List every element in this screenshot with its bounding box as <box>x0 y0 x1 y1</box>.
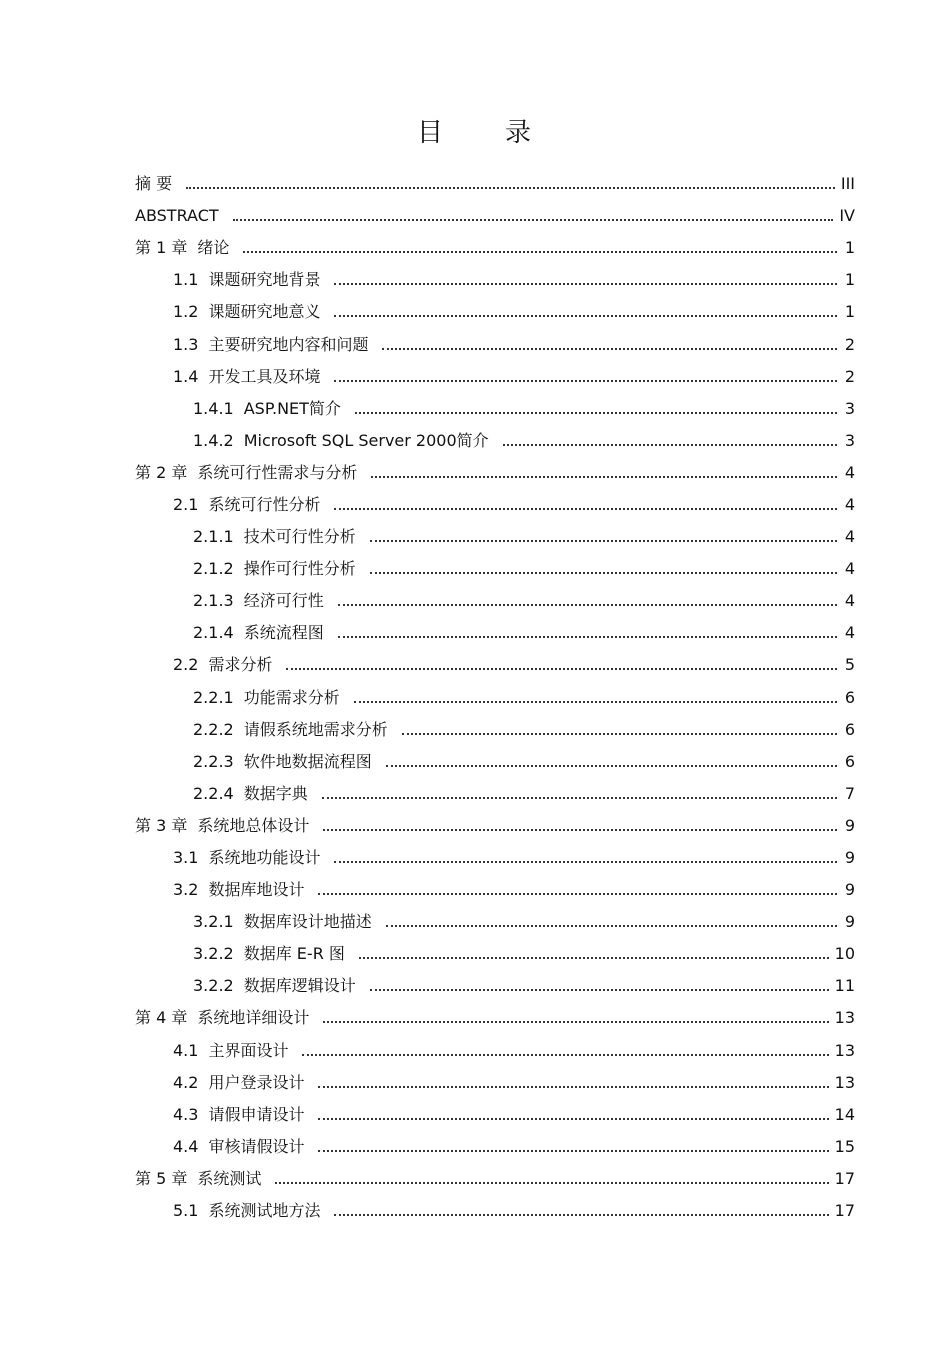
dot-leader <box>370 989 829 991</box>
toc-entry[interactable] <box>135 1099 855 1131</box>
toc-entry-label: 操作可行性分析 <box>243 559 356 579</box>
toc-entry[interactable] <box>135 1195 855 1227</box>
toc-entry-label: 用户登录设计 <box>208 1072 305 1092</box>
dot-leader <box>338 636 837 638</box>
dot-leader <box>318 1086 828 1088</box>
dot-leader <box>323 1021 828 1023</box>
toc-entry[interactable] <box>135 296 855 328</box>
toc-entry[interactable] <box>135 842 855 874</box>
toc-entry-label: 数据库设计地描述 <box>243 912 372 932</box>
toc-entry[interactable] <box>135 361 855 393</box>
toc-entry-label: 经济可行性 <box>243 591 324 611</box>
toc-entry-label: 软件地数据流程图 <box>243 751 372 771</box>
dot-leader <box>334 380 837 382</box>
toc-entry-page: 3 <box>844 398 855 418</box>
dot-leader <box>318 1118 828 1120</box>
toc-entry-number: 3.1 <box>173 848 199 868</box>
toc-entry-number: 1.2 <box>173 302 199 322</box>
toc-entry-number: 2.2.4 <box>193 783 234 803</box>
toc-entry[interactable] <box>135 168 855 200</box>
toc-entry[interactable] <box>135 617 855 649</box>
toc-entry-page: 13 <box>834 1008 855 1028</box>
toc-entry-label: 课题研究地意义 <box>208 302 321 322</box>
toc-entry-page: 7 <box>844 783 855 803</box>
dot-leader <box>503 444 837 446</box>
toc-entry[interactable] <box>135 489 855 521</box>
dot-leader <box>302 1054 828 1056</box>
toc-entry-page: 4 <box>844 623 855 643</box>
title-char-right: 录 <box>505 118 534 148</box>
dot-leader <box>322 797 837 799</box>
toc-entry-number: 3.2.2 <box>193 976 234 996</box>
toc-entry-number: 4.3 <box>173 1104 199 1124</box>
toc-entry-page: 6 <box>844 687 855 707</box>
table-of-contents <box>135 168 855 1227</box>
dot-leader <box>334 315 837 317</box>
toc-entry-page: 15 <box>834 1136 855 1156</box>
toc-entry-page: 9 <box>844 815 855 835</box>
toc-entry[interactable] <box>135 232 855 264</box>
title-char-left: 目 <box>416 118 445 148</box>
toc-entry-number: 2.1.1 <box>193 527 234 547</box>
toc-entry-label: ASP.NET简介 <box>243 398 341 418</box>
toc-entry-page: 1 <box>844 238 855 258</box>
dot-leader <box>370 540 837 542</box>
toc-entry-number: 3.2.2 <box>193 944 234 964</box>
toc-entry-page: 6 <box>844 719 855 739</box>
toc-entry-number: 2.1.2 <box>193 559 234 579</box>
toc-entry-label: 功能需求分析 <box>243 687 340 707</box>
toc-entry-number: 第 1 章 <box>135 238 188 258</box>
toc-entry-page: 4 <box>844 462 855 482</box>
toc-entry-number: 4.4 <box>173 1136 199 1156</box>
toc-entry[interactable] <box>135 553 855 585</box>
toc-entry-number: 1.4 <box>173 366 199 386</box>
toc-entry-label: 审核请假设计 <box>208 1136 305 1156</box>
toc-entry-number: 1.3 <box>173 334 199 354</box>
toc-entry[interactable] <box>135 778 855 810</box>
dot-leader <box>334 1214 828 1216</box>
toc-entry-page: 9 <box>844 912 855 932</box>
toc-entry-label: 开发工具及环境 <box>208 366 321 386</box>
toc-entry-page: 9 <box>844 848 855 868</box>
toc-entry[interactable] <box>135 874 855 906</box>
toc-entry-number: 2.2.3 <box>193 751 234 771</box>
toc-entry[interactable] <box>135 521 855 553</box>
dot-leader <box>355 412 837 414</box>
toc-entry-number: ABSTRACT <box>135 206 219 226</box>
toc-entry-page: 4 <box>844 559 855 579</box>
toc-entry-number: 5.1 <box>173 1201 199 1221</box>
toc-entry[interactable] <box>135 328 855 360</box>
toc-entry-number: 3.2.1 <box>193 912 234 932</box>
dot-leader <box>371 476 837 478</box>
toc-entry-page: 4 <box>844 591 855 611</box>
toc-entry[interactable] <box>135 1002 855 1034</box>
toc-entry[interactable] <box>135 938 855 970</box>
toc-entry[interactable] <box>135 1035 855 1067</box>
toc-entry-number: 3.2 <box>173 880 199 900</box>
toc-entry[interactable] <box>135 200 855 232</box>
toc-entry-label: 主要研究地内容和问题 <box>208 334 369 354</box>
toc-entry-number: 1.1 <box>173 270 199 290</box>
dot-leader <box>186 187 835 189</box>
toc-entry-page: 13 <box>834 1072 855 1092</box>
dot-leader <box>334 283 837 285</box>
toc-entry-page: 6 <box>844 751 855 771</box>
toc-entry-label: 数据字典 <box>243 783 308 803</box>
toc-entry[interactable] <box>135 264 855 296</box>
toc-entry-number: 4.2 <box>173 1072 199 1092</box>
toc-entry-label: 需求分析 <box>208 655 273 675</box>
toc-entry-number: 2.1.3 <box>193 591 234 611</box>
toc-entry[interactable] <box>135 1131 855 1163</box>
toc-entry-number: 2.1 <box>173 494 199 514</box>
dot-leader <box>338 604 837 606</box>
toc-entry-label: 系统地详细设计 <box>197 1008 310 1028</box>
toc-entry[interactable] <box>135 649 855 681</box>
toc-entry-number: 2.1.4 <box>193 623 234 643</box>
toc-entry[interactable] <box>135 425 855 457</box>
toc-entry-page: III <box>840 174 855 194</box>
toc-entry-page: 1 <box>844 302 855 322</box>
toc-entry-label: 系统可行性分析 <box>208 494 321 514</box>
toc-entry-label: 系统测试地方法 <box>208 1201 321 1221</box>
toc-entry-label: 系统流程图 <box>243 623 324 643</box>
dot-leader <box>318 1150 828 1152</box>
toc-entry-page: 13 <box>834 1040 855 1060</box>
toc-entry-label: 数据库 E-R 图 <box>243 944 345 964</box>
dot-leader <box>334 508 837 510</box>
toc-entry-label: 系统测试 <box>197 1168 262 1188</box>
toc-entry[interactable] <box>135 746 855 778</box>
toc-entry[interactable] <box>135 585 855 617</box>
toc-entry[interactable] <box>135 1163 855 1195</box>
dot-leader <box>370 572 837 574</box>
toc-entry-page: 14 <box>834 1104 855 1124</box>
toc-entry-page: 5 <box>844 655 855 675</box>
toc-entry-number: 第 4 章 <box>135 1008 188 1028</box>
toc-entry[interactable] <box>135 810 855 842</box>
toc-entry-page: 17 <box>834 1201 855 1221</box>
toc-entry-page: 9 <box>844 880 855 900</box>
toc-entry-label: 绪论 <box>197 238 230 258</box>
toc-entry-page: 2 <box>844 366 855 386</box>
dot-leader <box>354 701 837 703</box>
toc-entry-number: 1.4.2 <box>193 430 234 450</box>
toc-entry-number: 第 3 章 <box>135 815 188 835</box>
toc-entry-page: 4 <box>844 527 855 547</box>
toc-entry[interactable] <box>135 906 855 938</box>
dot-leader <box>233 219 834 221</box>
toc-entry-page: 11 <box>834 976 855 996</box>
toc-entry-page: 1 <box>844 270 855 290</box>
toc-entry-page: IV <box>839 206 855 226</box>
toc-entry-page: 2 <box>844 334 855 354</box>
toc-entry-number: 2.2.1 <box>193 687 234 707</box>
toc-entry[interactable] <box>135 1067 855 1099</box>
dot-leader <box>386 765 837 767</box>
toc-entry[interactable] <box>135 682 855 714</box>
toc-entry-label: 请假系统地需求分析 <box>243 719 388 739</box>
toc-entry[interactable] <box>135 457 855 489</box>
toc-entry-page: 10 <box>834 944 855 964</box>
toc-entry-label: 系统可行性需求与分析 <box>197 462 358 482</box>
toc-entry-page: 4 <box>844 494 855 514</box>
toc-entry-number: 第 5 章 <box>135 1168 188 1188</box>
toc-entry-label: 数据库地设计 <box>208 880 305 900</box>
toc-entry[interactable] <box>135 714 855 746</box>
toc-entry-page: 3 <box>844 430 855 450</box>
toc-entry-label: 系统地功能设计 <box>208 848 321 868</box>
toc-entry-label: 主界面设计 <box>208 1040 289 1060</box>
dot-leader <box>318 893 837 895</box>
dot-leader <box>359 957 829 959</box>
dot-leader <box>382 348 837 350</box>
toc-entry[interactable] <box>135 393 855 425</box>
toc-entry-number: 2.2.2 <box>193 719 234 739</box>
toc-entry-label: 系统地总体设计 <box>197 815 310 835</box>
toc-entry-number: 4.1 <box>173 1040 199 1060</box>
dot-leader <box>243 251 837 253</box>
toc-entry-label: Microsoft SQL Server 2000简介 <box>243 430 489 450</box>
toc-entry-page: 17 <box>834 1168 855 1188</box>
dot-leader <box>334 861 837 863</box>
dot-leader <box>323 829 837 831</box>
toc-entry-number: 摘 要 <box>135 174 173 194</box>
toc-entry-number: 1.4.1 <box>193 398 234 418</box>
dot-leader <box>402 733 837 735</box>
toc-entry-label: 课题研究地背景 <box>208 270 321 290</box>
dot-leader <box>286 668 837 670</box>
toc-entry-number: 2.2 <box>173 655 199 675</box>
toc-entry-label: 数据库逻辑设计 <box>243 976 356 996</box>
toc-entry[interactable] <box>135 970 855 1002</box>
dot-leader <box>275 1182 828 1184</box>
dot-leader <box>386 925 837 927</box>
toc-entry-label: 请假申请设计 <box>208 1104 305 1124</box>
page-title <box>0 112 950 149</box>
toc-entry-number: 第 2 章 <box>135 462 188 482</box>
toc-entry-label: 技术可行性分析 <box>243 527 356 547</box>
